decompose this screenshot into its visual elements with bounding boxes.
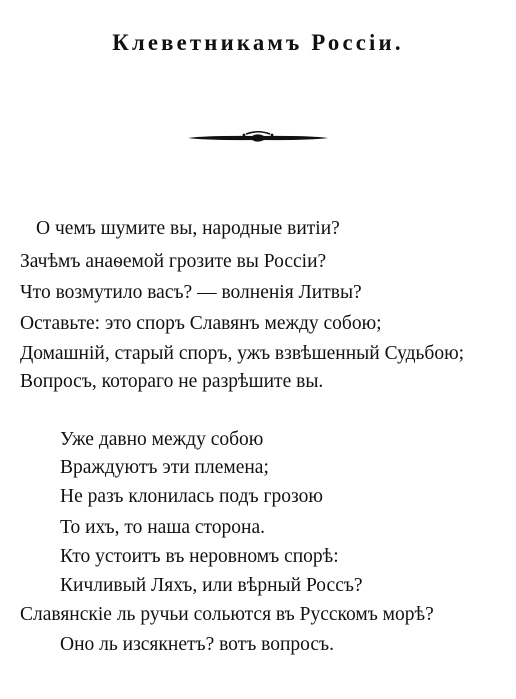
stanza2-line-1: Уже давно между собою xyxy=(60,429,264,450)
stanza2-line-3: Не разъ клонилась подъ грозою xyxy=(60,486,323,507)
stanza2-line-5: Кто устоитъ въ неровномъ спорѣ: xyxy=(60,546,339,567)
stanza1-line-3: Что возмутило васъ? — волненія Литвы? xyxy=(20,282,362,303)
stanza1-line-6: Вопросъ, котораго не разрѣшите вы. xyxy=(20,371,324,392)
stanza2-line-2: Враждуютъ эти племена; xyxy=(60,457,269,478)
stanza1-line-2: Зачѣмъ анаѳемой грозите вы Россіи? xyxy=(20,251,327,272)
stanza1-line-5: Домашній, старый споръ, ужъ взвѣшенный Судьбою; xyxy=(20,343,465,364)
poem-title: Клеветникамъ Россіи. xyxy=(112,30,404,55)
stanza2-line-6: Кичливый Ляхъ, или вѣрный Россъ? xyxy=(60,575,363,596)
stanza2-line-8: Оно ль изсякнетъ? вотъ вопросъ. xyxy=(60,634,335,655)
stanza1-line-4: Оставьте: это споръ Славянъ между собою; xyxy=(20,313,382,334)
stanza2-line-4: То ихъ, то наша сторона. xyxy=(60,517,266,538)
stanza2-line-7: Славянскіе ль ручьи сольются въ Русскомъ морѣ? xyxy=(20,604,434,625)
ornamental-rule xyxy=(186,130,330,146)
stanza1-line-1: О чемъ шумите вы, народные витіи? xyxy=(36,218,340,239)
